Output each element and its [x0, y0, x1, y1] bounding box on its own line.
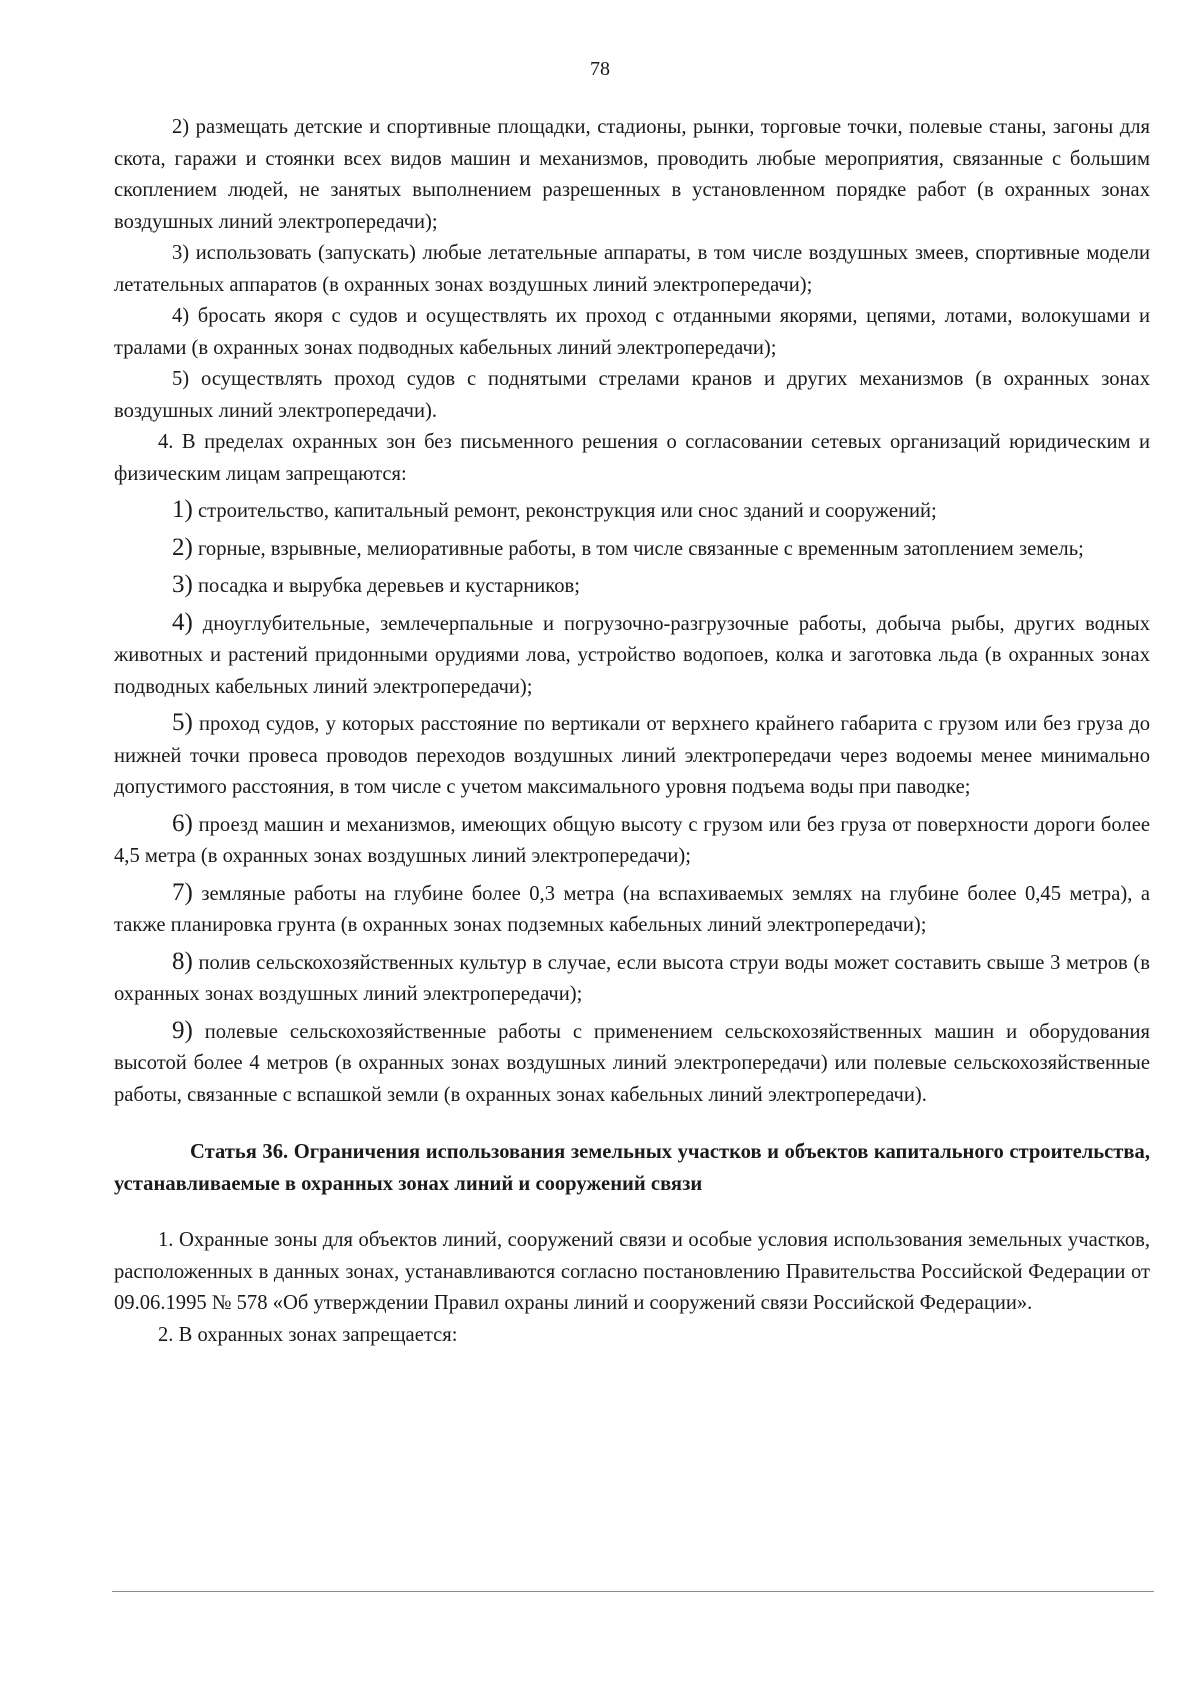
- article-paragraph: 1. Охранные зоны для объектов линий, сооружений связи и особые условия использования земельных участков, расположенных в данных зонах, устанавливаются согласно постановлению Правительства Российской Федерации от 09.06.1995 № 578 «Об утверждении Правил охраны линий и сооружений связи Российской Федерации».: [114, 1229, 1150, 1314]
- list-item-number: 2): [172, 533, 193, 561]
- article-paragraph: 2. В охранных зонах запрещается:: [158, 1323, 458, 1346]
- list-item: [114, 707, 1150, 804]
- list-item: [114, 877, 1150, 942]
- list-item-text: проход судов, у которых расстояние по вертикали от верхнего крайнего габарита с грузом или без груза до нижней точки провеса проводов переходов воздушных линий электропередачи через водоемы менее минимально допустимого расстояния, в том числе с учетом максимального уровня подъема воды при паводке;: [114, 713, 1150, 798]
- list-item: [114, 532, 1150, 566]
- list-item-number: 7): [172, 878, 193, 906]
- list-item-number: 5): [172, 709, 193, 736]
- list-item-text: дноуглубительные, землечерпальные и погрузочно-разгрузочные работы, добыча рыбы, других водных животных и растений придонными орудиями лова, устройство водопоев, колка и заготовка льда (в охранных зонах подводных кабельных линий электропередачи);: [114, 612, 1150, 698]
- list-item: [114, 494, 1150, 528]
- list-item-number: 4): [172, 608, 193, 636]
- page-body: [114, 112, 1150, 1351]
- list-item: [114, 569, 1150, 603]
- list-item-number: 8): [172, 947, 193, 975]
- article-heading: Статья 36. Ограничения использования земельных участков и объектов капитального строительства, устанавливаемые в охранных зонах линий и сооружений связи: [114, 1141, 1150, 1195]
- list-item-text: проезд машин и механизмов, имеющих общую высоту с грузом или без груза от поверхности дороги более 4,5 метра (в охранных зонах воздушных линий электропередачи);: [114, 813, 1150, 867]
- list-item: [114, 808, 1150, 873]
- footer-divider: [112, 1591, 1154, 1592]
- list-item-text: земляные работы на глубине более 0,3 метра (на вспахиваемых землях на глубине более 0,45 метра), а также планировка грунта (в охранных зонах подземных кабельных линий электропередачи);: [114, 882, 1151, 936]
- list-item: [114, 607, 1150, 704]
- list-item-text: горные, взрывные, мелиоративные работы, в том числе связанные с временным затоплением земель;: [197, 537, 1084, 560]
- list-item-text: полив сельскохозяйственных культур в случае, если высота струи воды может составить свыше 3 метров (в охранных зонах воздушных линий электропередачи);: [114, 951, 1150, 1005]
- list-item: 4) бросать якоря с судов и осуществлять их проход с отданными якорями, цепями, лотами, волокушами и тралами (в охранных зонах подводных кабельных линий электропередачи);: [114, 305, 1150, 359]
- list-item: [114, 1015, 1150, 1112]
- list-item: [114, 946, 1150, 1011]
- list-item-number: 1): [172, 496, 193, 523]
- list-item: 5) осуществлять проход судов с поднятыми стрелами кранов и других механизмов (в охранных зонах воздушных линий электропередачи).: [114, 368, 1150, 422]
- list-item-number: 9): [172, 1016, 193, 1044]
- list-item: 3) использовать (запускать) любые летательные аппараты, в том числе воздушных змеев, спортивные модели летательных аппаратов (в охранных зонах воздушных линий электропередачи);: [114, 242, 1150, 296]
- list-item-text: посадка и вырубка деревьев и кустарников;: [197, 575, 580, 597]
- list-item-text: строительство, капитальный ремонт, реконструкция или снос зданий и сооружений;: [197, 500, 937, 522]
- list-item-text: полевые сельскохозяйственные работы с применением сельскохозяйственных машин и оборудования высотой более 4 метров (в охранных зонах воздушных линий электропередачи) или полевые сельскохозяйственные работы, связанные с вспашкой земли (в охранных зонах кабельных линий электропередачи).: [114, 1020, 1150, 1106]
- list-item-number: 6): [172, 809, 193, 837]
- paragraph-point-4: 4. В пределах охранных зон без письменного решения о согласовании сетевых организаций юридическим и физическим лицам запрещаются:: [114, 431, 1150, 485]
- list-item: 2) размещать детские и спортивные площадки, стадионы, рынки, торговые точки, полевые станы, загоны для скота, гаражи и стоянки всех видов машин и механизмов, проводить любые мероприятия, связанные с большим скоплением людей, не занятых выполнением разрешенных в установленном порядке работ (в охранных зонах воздушных линий электропередачи);: [114, 116, 1150, 233]
- list-item-number: 3): [172, 571, 193, 598]
- page-number: 78: [590, 58, 610, 80]
